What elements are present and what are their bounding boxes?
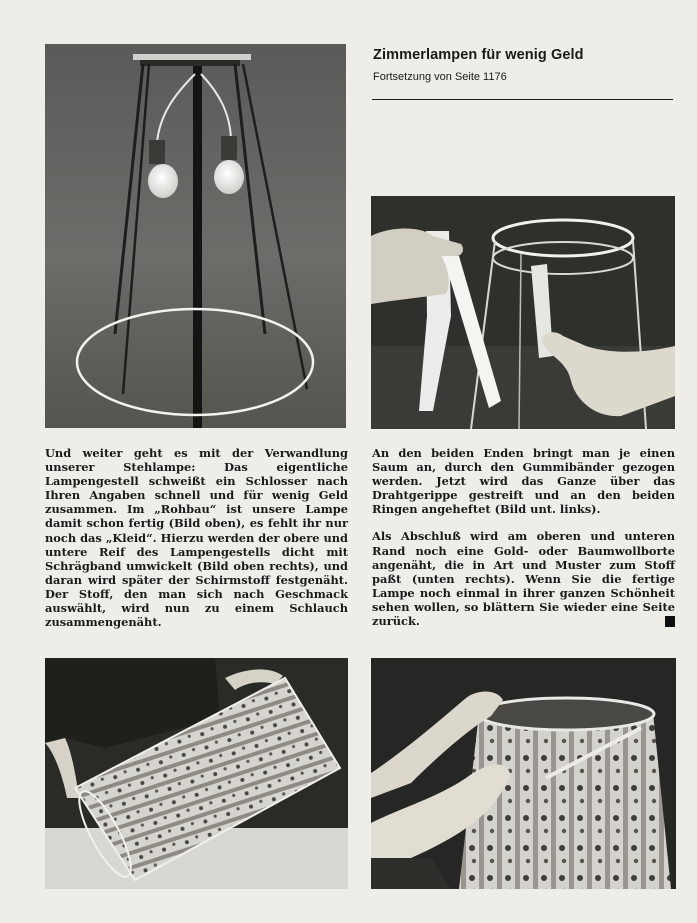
article-column-right: [372, 446, 675, 628]
article-paragraph: An den beiden Enden bringt man je einen Saum an, durch den Gummibänder gezogen werden. Jetzt wird das Ganze über das Drahtgerippe gestreift und an den beiden Ringen angeheftet (Bild unt. links).: [372, 446, 675, 517]
photo-fabric-shade: [45, 658, 348, 889]
header-divider: [372, 99, 673, 100]
photo-lamp-frame: [45, 44, 346, 428]
article-continuation-note: Fortsetzung von Seite 1176: [373, 71, 507, 83]
article-column-left: [45, 446, 348, 629]
article-paragraph: Und weiter geht es mit der Verwandlung unserer Stehlampe: Das eigentliche Lampengestell schweißt ein Schlosser nach Ihren Angaben schnell und für wenig Geld zusammen. Im „Rohbau“ ist unsere Lampe damit schon fertig (Bild oben), es fehlt ihr nur noch das „Kleid“. Hierzu werden der obere und untere Reif des Lampengestells dicht mit Schrägband umwickelt (Bild oben rechts), und daran wird später der Schirmstoff festgenäht. Der Stoff, den man sich nach Geschmack auswählt, wird nun zu einem Schlauch zusammengenäht.: [45, 446, 348, 630]
photo-sewing-trim: [371, 658, 676, 889]
end-of-article-mark: [665, 616, 675, 627]
article-title: Zimmerlampen für wenig Geld: [373, 47, 584, 63]
article-paragraph: Als Abschluß wird am oberen und unteren Rand noch eine Gold- oder Baumwollborte angenäht, die in Art und Muster zum Stoff paßt (unten rechts). Wenn Sie die fertige Lampe noch einmal in ihrer ganzen Schönheit sehen wollen, so blättern Sie wieder eine Seite zurück.: [372, 529, 675, 629]
photo-wrapping-frame: [371, 196, 675, 429]
